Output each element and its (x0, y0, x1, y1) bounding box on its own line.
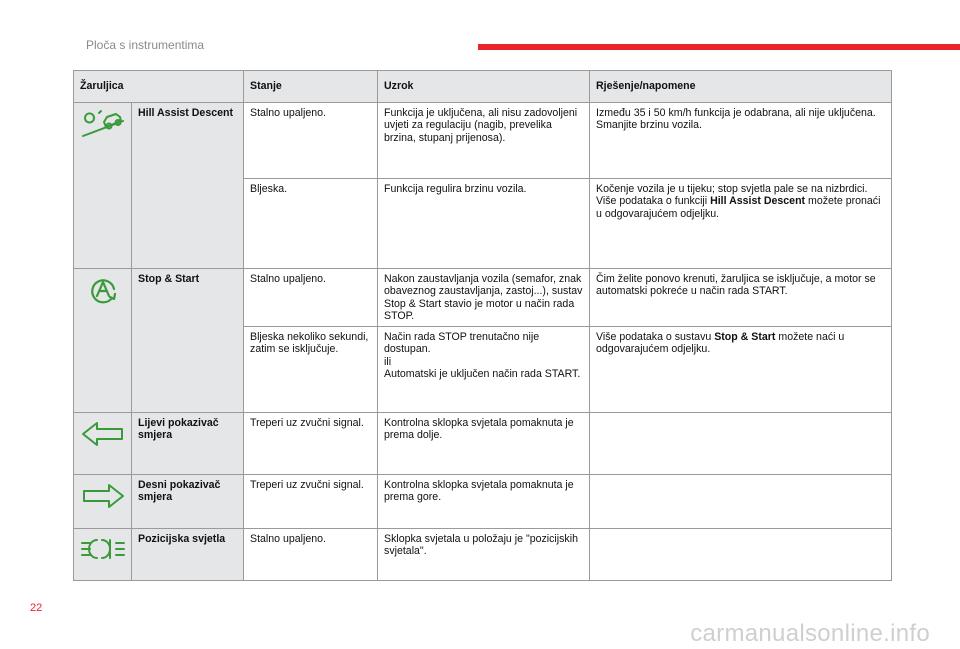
stanje-cell: Bljeska nekoliko sekundi, zatim se isključuje. (244, 327, 378, 413)
lamp-icon-cell (74, 269, 132, 413)
rjesenje-text: možete pronaći u odgovarajućem odjeljku. (596, 195, 881, 220)
uzrok-cell: Kontrolna sklopka svjetala pomaknuta je prema dolje. (378, 413, 590, 475)
lamp-icon-cell (74, 103, 132, 269)
header-cell-rjesenje: Rješenje/napomene (590, 71, 892, 103)
table-header-row (74, 71, 892, 103)
header-cell-uzrok: Uzrok (378, 71, 590, 103)
lamp-icon-cell (74, 529, 132, 581)
stanje-cell: Stalno upaljeno. (244, 269, 378, 327)
stanje-cell: Treperi uz zvučni signal. (244, 413, 378, 475)
stanje-cell: Treperi uz zvučni signal. (244, 475, 378, 529)
rjesenje-cell: Između 35 i 50 km/h funkcija je odabrana, ali nije uključena. Smanjite brzinu vozila. (590, 103, 892, 179)
uzrok-cell: Kontrolna sklopka svjetala pomaknuta je prema gore. (378, 475, 590, 529)
uzrok-cell: Nakon zaustavljanja vozila (semafor, znak obaveznog zaustavljanja, zastoj...), sustav Stop & Start stavio je motor u način rada STOP. (378, 269, 590, 327)
lamp-name: Stop & Start (132, 269, 244, 413)
rjesenje-cell (590, 475, 892, 529)
table-row (74, 413, 892, 475)
rjesenje-text: Kočenje vozila je u tijeku; stop svjetla pale se na nizbrdici. Više podataka o funkciji (596, 183, 868, 208)
stanje-cell: Stalno upaljeno. (244, 103, 378, 179)
header-cell-zaruljica: Žaruljica (74, 71, 244, 103)
rjesenje-text: Više podataka o sustavu (596, 331, 715, 344)
rjesenje-cell: Čim želite ponovo krenuti, žaruljica se isključuje, a motor se automatski pokreće u način rada START. (590, 269, 892, 327)
uzrok-cell: Način rada STOP trenutačno nije dostupan. ili Automatski je uključen način rada START. (378, 327, 590, 413)
watermark: carmanualsonline.info (690, 620, 930, 647)
table-row (74, 475, 892, 529)
header-cell-stanje: Stanje (244, 71, 378, 103)
warning-lamps-table (73, 70, 892, 581)
uzrok-cell: Funkcija regulira brzinu vozila. (378, 179, 590, 269)
rjesenje-text: možete naći u odgovarajućem odjeljku. (596, 331, 845, 356)
page-header-title: Ploča s instrumentima (86, 38, 205, 52)
table-row (74, 269, 892, 327)
position-lights-icon (80, 535, 126, 563)
table-row (74, 103, 892, 179)
left-arrow-icon (80, 419, 126, 449)
lamp-name: Lijevi pokazivač smjera (132, 413, 244, 475)
rjesenje-bold: Stop & Start (714, 331, 776, 344)
lamp-name: Hill Assist Descent (132, 103, 244, 269)
stop-start-icon (88, 275, 118, 305)
hill-assist-descent-icon (80, 109, 126, 139)
rjesenje-cell (590, 529, 892, 581)
table-row (74, 529, 892, 581)
rjesenje-bold: Hill Assist Descent (710, 195, 806, 208)
stanje-cell: Bljeska. (244, 179, 378, 269)
rjesenje-cell (590, 327, 892, 413)
lamp-icon-cell (74, 413, 132, 475)
uzrok-cell: Funkcija je uključena, ali nisu zadovoljeni uvjeti za regulaciju (nagib, prevelika brzina, stupanj prijenosa). (378, 103, 590, 179)
uzrok-cell: Sklopka svjetala u položaju je "pozicijskih svjetala". (378, 529, 590, 581)
page-number: 22 (30, 602, 43, 614)
lamp-icon-cell (74, 475, 132, 529)
header-accent-bar (478, 44, 960, 50)
rjesenje-cell (590, 179, 892, 269)
rjesenje-cell (590, 413, 892, 475)
right-arrow-icon (80, 481, 126, 511)
lamp-name: Desni pokazivač smjera (132, 475, 244, 529)
stanje-cell: Stalno upaljeno. (244, 529, 378, 581)
lamp-name: Pozicijska svjetla (132, 529, 244, 581)
